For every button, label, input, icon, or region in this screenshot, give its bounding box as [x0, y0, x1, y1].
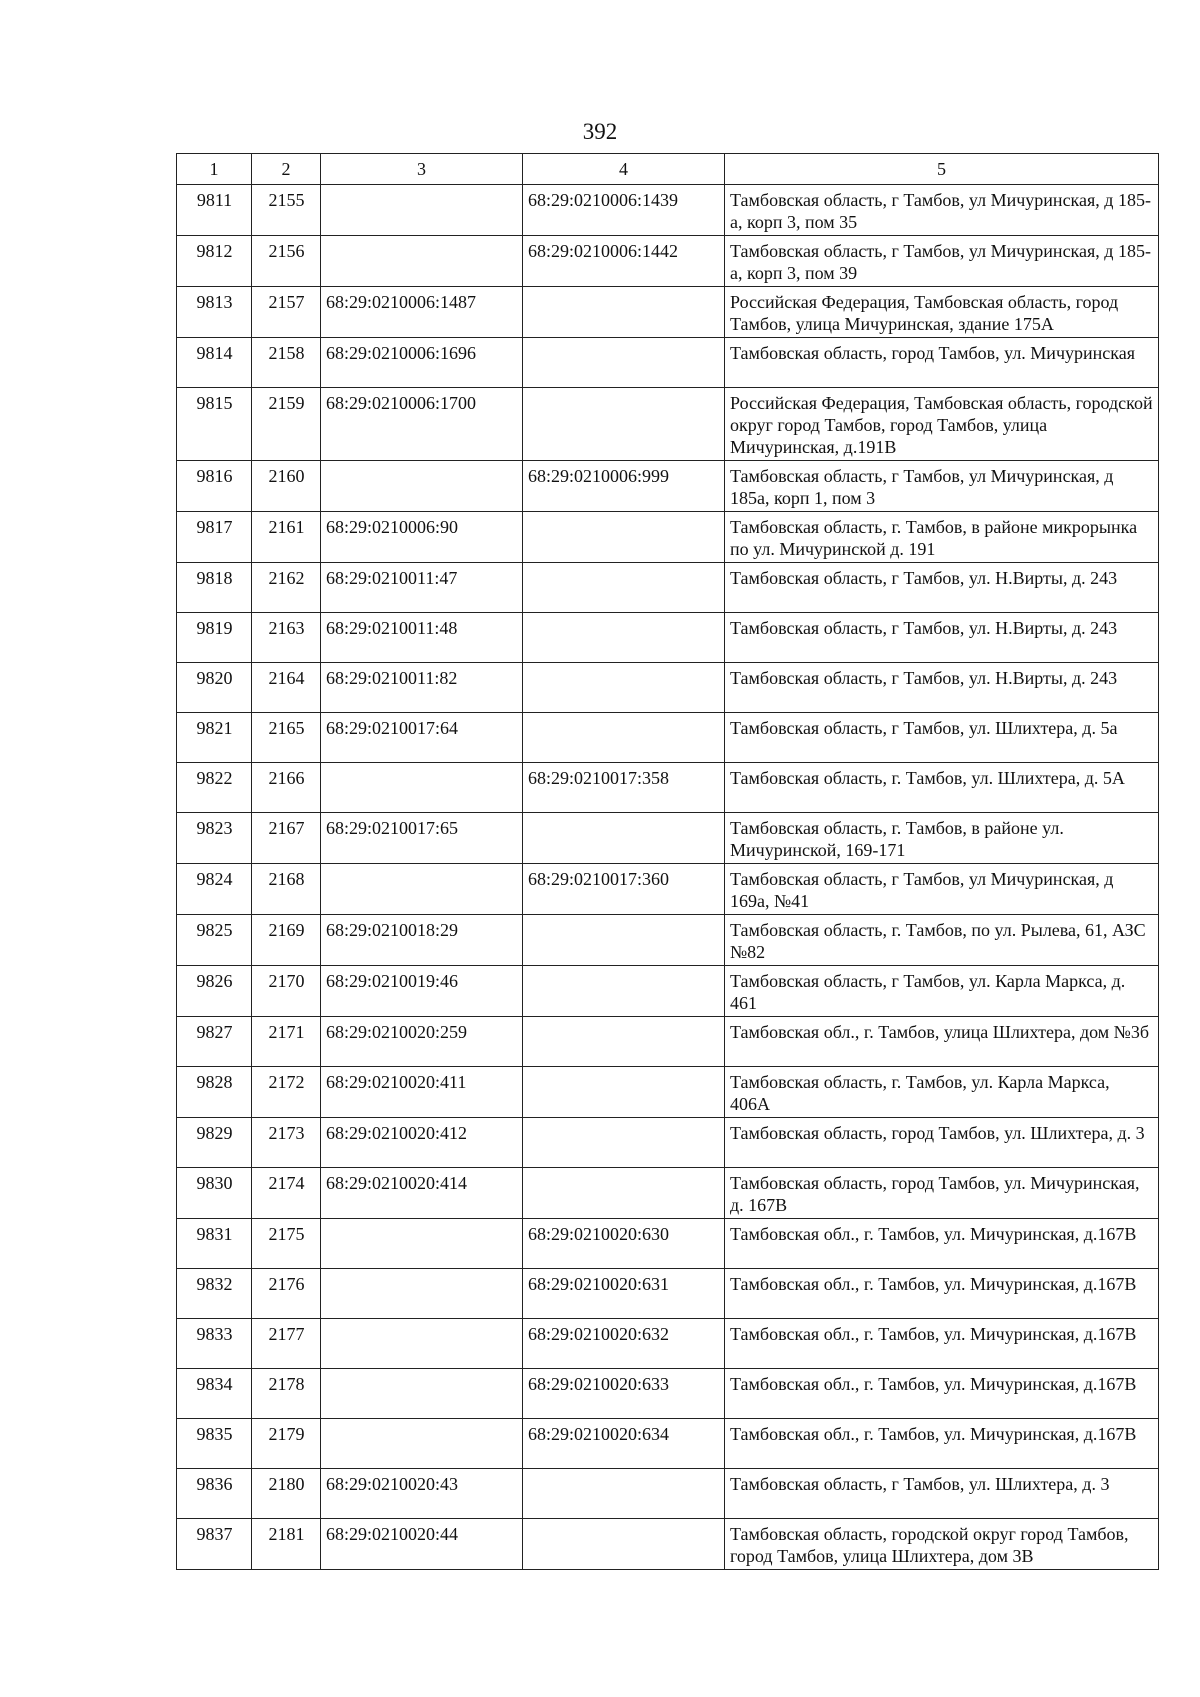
cell-c4 [523, 1168, 725, 1219]
cell-c5: Тамбовская область, город Тамбов, ул. Мичуринская [725, 338, 1159, 388]
cell-c2: 2176 [252, 1269, 321, 1319]
page-number: 392 [582, 119, 618, 144]
cell-c1: 9825 [177, 915, 252, 966]
cell-c3: 68:29:0210018:29 [321, 915, 523, 966]
cell-c2: 2155 [252, 185, 321, 236]
table-row [177, 1519, 1159, 1570]
table-row [177, 915, 1159, 966]
header-row [177, 154, 1159, 185]
cell-c5: Тамбовская область, г. Тамбов, по ул. Рылева, 61, АЗС №82 [725, 915, 1159, 966]
cell-c4: 68:29:0210020:631 [523, 1269, 725, 1319]
cell-c3: 68:29:0210020:43 [321, 1469, 523, 1519]
cell-c5: Тамбовская обл., г. Тамбов, ул. Мичуринская, д.167В [725, 1369, 1159, 1419]
cell-c1: 9829 [177, 1118, 252, 1168]
cell-c2: 2169 [252, 915, 321, 966]
cell-c4 [523, 512, 725, 563]
table-row [177, 1118, 1159, 1168]
cell-c1: 9827 [177, 1017, 252, 1067]
cell-c1: 9837 [177, 1519, 252, 1570]
cell-c5: Тамбовская область, г Тамбов, ул. Н.Вирты, д. 243 [725, 663, 1159, 713]
cell-c2: 2167 [252, 813, 321, 864]
cell-c2: 2162 [252, 563, 321, 613]
cell-c2: 2172 [252, 1067, 321, 1118]
table-row [177, 461, 1159, 512]
table-row [177, 236, 1159, 287]
cell-c3: 68:29:0210011:82 [321, 663, 523, 713]
cell-c3: 68:29:0210019:46 [321, 966, 523, 1017]
cell-c3: 68:29:0210011:47 [321, 563, 523, 613]
cell-c5: Тамбовская обл., г. Тамбов, ул. Мичуринская, д.167В [725, 1219, 1159, 1269]
cell-c5: Тамбовская обл., г. Тамбов, ул. Мичуринская, д.167В [725, 1319, 1159, 1369]
cell-c1: 9828 [177, 1067, 252, 1118]
cell-c3 [321, 236, 523, 287]
cell-c3 [321, 461, 523, 512]
cell-c3 [321, 1369, 523, 1419]
cell-c2: 2178 [252, 1369, 321, 1419]
table-row [177, 1017, 1159, 1067]
cell-c1: 9826 [177, 966, 252, 1017]
cell-c2: 2171 [252, 1017, 321, 1067]
table-row [177, 512, 1159, 563]
cell-c4: 68:29:0210006:1439 [523, 185, 725, 236]
cell-c5: Тамбовская область, г Тамбов, ул. Шлихтера, д. 3 [725, 1469, 1159, 1519]
cell-c1: 9821 [177, 713, 252, 763]
cell-c1: 9814 [177, 338, 252, 388]
cell-c4 [523, 563, 725, 613]
cell-c5: Тамбовская область, город Тамбов, ул. Шлихтера, д. 3 [725, 1118, 1159, 1168]
table-row [177, 663, 1159, 713]
cell-c2: 2164 [252, 663, 321, 713]
cell-c1: 9830 [177, 1168, 252, 1219]
table-row [177, 966, 1159, 1017]
cell-c4 [523, 915, 725, 966]
table-row [177, 1319, 1159, 1369]
cell-c4: 68:29:0210006:999 [523, 461, 725, 512]
cell-c5: Тамбовская область, г. Тамбов, ул. Шлихтера, д. 5А [725, 763, 1159, 813]
cell-c5: Тамбовская область, г Тамбов, ул Мичуринская, д 185-а, корп 3, пом 35 [725, 185, 1159, 236]
cell-c2: 2157 [252, 287, 321, 338]
cell-c1: 9831 [177, 1219, 252, 1269]
cell-c1: 9820 [177, 663, 252, 713]
cell-c4 [523, 813, 725, 864]
cell-c5: Российская Федерация, Тамбовская область, городской округ город Тамбов, город Тамбов, улица Мичуринская, д.191В [725, 388, 1159, 461]
table-row [177, 338, 1159, 388]
cell-c1: 9819 [177, 613, 252, 663]
cell-c3: 68:29:0210006:90 [321, 512, 523, 563]
cell-c1: 9817 [177, 512, 252, 563]
cell-c1: 9824 [177, 864, 252, 915]
cell-c3: 68:29:0210020:44 [321, 1519, 523, 1570]
header-col-4: 4 [523, 154, 725, 185]
cell-c2: 2158 [252, 338, 321, 388]
header-col-3: 3 [321, 154, 523, 185]
cell-c2: 2165 [252, 713, 321, 763]
cell-c5: Тамбовская область, городской округ город Тамбов, город Тамбов, улица Шлихтера, дом 3В [725, 1519, 1159, 1570]
cell-c4 [523, 287, 725, 338]
cell-c4: 68:29:0210006:1442 [523, 236, 725, 287]
cell-c5: Тамбовская обл., г. Тамбов, ул. Мичуринская, д.167В [725, 1419, 1159, 1469]
cell-c2: 2179 [252, 1419, 321, 1469]
cell-c4 [523, 1067, 725, 1118]
cell-c3 [321, 864, 523, 915]
cell-c2: 2175 [252, 1219, 321, 1269]
cell-c5: Тамбовская область, город Тамбов, ул. Мичуринская, д. 167В [725, 1168, 1159, 1219]
cell-c1: 9815 [177, 388, 252, 461]
header-col-2: 2 [252, 154, 321, 185]
table-body [177, 185, 1159, 1570]
cell-c2: 2173 [252, 1118, 321, 1168]
cell-c3: 68:29:0210006:1700 [321, 388, 523, 461]
cell-c5: Тамбовская область, г. Тамбов, в районе микрорынка по ул. Мичуринской д. 191 [725, 512, 1159, 563]
cell-c1: 9834 [177, 1369, 252, 1419]
cell-c5: Тамбовская область, г Тамбов, ул. Н.Вирты, д. 243 [725, 613, 1159, 663]
cell-c4: 68:29:0210020:633 [523, 1369, 725, 1419]
cell-c5: Тамбовская область, г Тамбов, ул. Шлихтера, д. 5а [725, 713, 1159, 763]
cell-c5: Тамбовская область, г. Тамбов, ул. Карла Маркса, 406А [725, 1067, 1159, 1118]
cell-c4 [523, 1469, 725, 1519]
cell-c2: 2160 [252, 461, 321, 512]
cell-c3: 68:29:0210006:1487 [321, 287, 523, 338]
table-row [177, 1168, 1159, 1219]
header-col-5: 5 [725, 154, 1159, 185]
table-row [177, 287, 1159, 338]
cell-c1: 9823 [177, 813, 252, 864]
table-row [177, 1369, 1159, 1419]
cell-c2: 2161 [252, 512, 321, 563]
cell-c5: Тамбовская область, г Тамбов, ул. Карла Маркса, д. 461 [725, 966, 1159, 1017]
cell-c3: 68:29:0210006:1696 [321, 338, 523, 388]
cell-c3: 68:29:0210020:411 [321, 1067, 523, 1118]
cell-c4 [523, 1519, 725, 1570]
table-row [177, 388, 1159, 461]
table-row [177, 1269, 1159, 1319]
cell-c2: 2170 [252, 966, 321, 1017]
cell-c2: 2181 [252, 1519, 321, 1570]
cell-c2: 2180 [252, 1469, 321, 1519]
header-col-1: 1 [177, 154, 252, 185]
cell-c1: 9811 [177, 185, 252, 236]
cell-c2: 2177 [252, 1319, 321, 1369]
cell-c5: Тамбовская обл., г. Тамбов, улица Шлихтера, дом №3б [725, 1017, 1159, 1067]
cell-c5: Тамбовская обл., г. Тамбов, ул. Мичуринская, д.167В [725, 1269, 1159, 1319]
table-row [177, 1419, 1159, 1469]
cell-c2: 2174 [252, 1168, 321, 1219]
cell-c4 [523, 966, 725, 1017]
cell-c3: 68:29:0210011:48 [321, 613, 523, 663]
cell-c3 [321, 1419, 523, 1469]
cell-c1: 9833 [177, 1319, 252, 1369]
cell-c4: 68:29:0210017:358 [523, 763, 725, 813]
cell-c3: 68:29:0210020:259 [321, 1017, 523, 1067]
cell-c4: 68:29:0210020:630 [523, 1219, 725, 1269]
cell-c2: 2163 [252, 613, 321, 663]
table-row [177, 713, 1159, 763]
cell-c4 [523, 1017, 725, 1067]
cell-c3: 68:29:0210020:412 [321, 1118, 523, 1168]
cell-c4: 68:29:0210020:634 [523, 1419, 725, 1469]
cell-c1: 9836 [177, 1469, 252, 1519]
cell-c1: 9835 [177, 1419, 252, 1469]
table-row [177, 563, 1159, 613]
cell-c3: 68:29:0210017:64 [321, 713, 523, 763]
cell-c5: Тамбовская область, г Тамбов, ул Мичуринская, д 185-а, корп 3, пом 39 [725, 236, 1159, 287]
cell-c3 [321, 1219, 523, 1269]
cell-c3: 68:29:0210017:65 [321, 813, 523, 864]
cell-c1: 9816 [177, 461, 252, 512]
cell-c3 [321, 185, 523, 236]
cell-c1: 9813 [177, 287, 252, 338]
table-row [177, 1469, 1159, 1519]
cell-c3 [321, 763, 523, 813]
table-row [177, 864, 1159, 915]
cell-c2: 2156 [252, 236, 321, 287]
table-row [177, 613, 1159, 663]
cell-c5: Тамбовская область, г. Тамбов, в районе ул. Мичуринской, 169-171 [725, 813, 1159, 864]
registry-table [176, 153, 1159, 1570]
cell-c4 [523, 613, 725, 663]
table-row [177, 185, 1159, 236]
cell-c3 [321, 1319, 523, 1369]
cell-c4 [523, 388, 725, 461]
cell-c1: 9822 [177, 763, 252, 813]
table-row [177, 1067, 1159, 1118]
cell-c2: 2166 [252, 763, 321, 813]
cell-c5: Тамбовская область, г Тамбов, ул. Н.Вирты, д. 243 [725, 563, 1159, 613]
cell-c2: 2159 [252, 388, 321, 461]
table-row [177, 763, 1159, 813]
cell-c5: Российская Федерация, Тамбовская область, город Тамбов, улица Мичуринская, здание 175А [725, 287, 1159, 338]
cell-c3: 68:29:0210020:414 [321, 1168, 523, 1219]
cell-c3 [321, 1269, 523, 1319]
cell-c4 [523, 663, 725, 713]
cell-c5: Тамбовская область, г Тамбов, ул Мичуринская, д 185а, корп 1, пом 3 [725, 461, 1159, 512]
cell-c5: Тамбовская область, г Тамбов, ул Мичуринская, д 169а, №41 [725, 864, 1159, 915]
cell-c4 [523, 1118, 725, 1168]
cell-c4: 68:29:0210017:360 [523, 864, 725, 915]
table-row [177, 1219, 1159, 1269]
cell-c1: 9832 [177, 1269, 252, 1319]
cell-c4: 68:29:0210020:632 [523, 1319, 725, 1369]
cell-c1: 9818 [177, 563, 252, 613]
cell-c4 [523, 713, 725, 763]
table-row [177, 813, 1159, 864]
cell-c4 [523, 338, 725, 388]
cell-c2: 2168 [252, 864, 321, 915]
cell-c1: 9812 [177, 236, 252, 287]
